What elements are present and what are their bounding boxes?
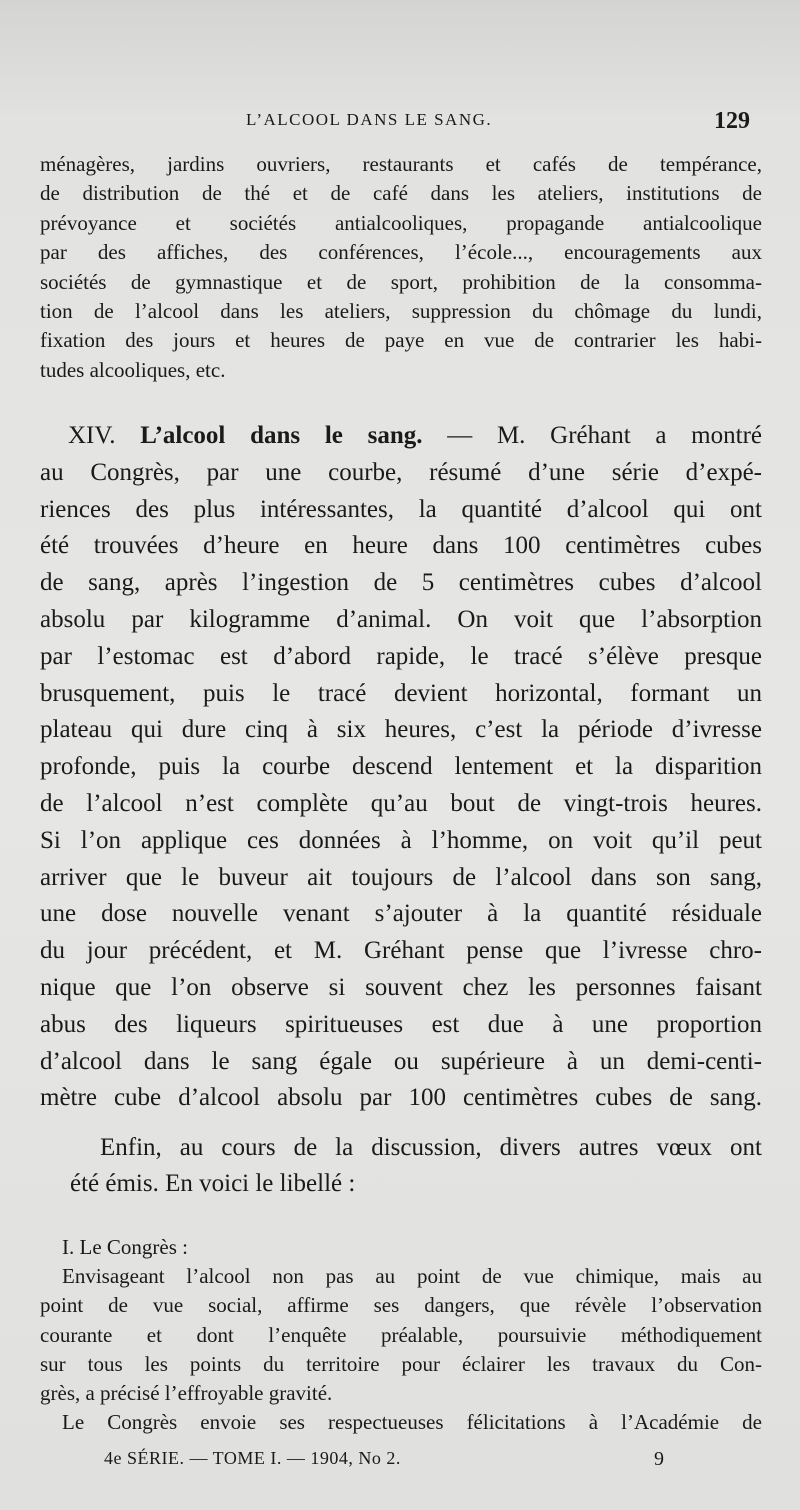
text-line: tudes alcooliques, etc.: [40, 357, 226, 382]
text-line: de l’alcool n’est complète qu’au bout de vingt-trois heures.: [40, 789, 762, 817]
text-line: par l’estomac est d’abord rapide, le tracé s’élève presque: [40, 642, 762, 670]
signature-mark: 9: [654, 1448, 664, 1470]
text-line: Envisageant l’alcool non pas au point de vue chimique, mais au: [62, 1264, 762, 1289]
paragraph-continuation: [40, 150, 762, 385]
quote-heading: I. Le Congrès :: [62, 1235, 188, 1259]
page-number: 129: [714, 108, 750, 134]
text-line: sociétés de gymnastique et de sport, prohibition de la consomma-: [40, 269, 762, 294]
text-line: Si l’on applique ces données à l’homme, on voit qu’il peut: [40, 826, 762, 854]
section-number: XIV.: [68, 422, 116, 449]
text-line: point de vue social, affirme ses dangers, que révèle l’observation: [40, 1293, 762, 1318]
text-line: tion de l’alcool dans les ateliers, suppression du chômage du lundi,: [40, 299, 762, 324]
text-line: fixation des jours et heures de paye en vue de contrarier les habi-: [40, 328, 762, 353]
text-line: sur tous les points du territoire pour éclairer les travaux du Con-: [40, 1351, 762, 1376]
text-line: par des affiches, des conférences, l’école..., encouragements aux: [40, 240, 762, 265]
text-line: prévoyance et sociétés antialcooliques, propagande antialcoolique: [40, 210, 762, 235]
paragraph-enfin: [40, 1130, 762, 1202]
section-xiv: [40, 418, 762, 1117]
page-header: [0, 108, 800, 140]
text-line: profonde, puis la courbe descend lentement et la disparition: [40, 753, 762, 781]
text-line: une dose nouvelle venant s’ajouter à la quantité résiduale: [40, 900, 762, 928]
resolution-quote: [40, 1233, 762, 1437]
text-line: d’alcool dans le sang égale ou supérieure à un demi-centi-: [40, 1047, 762, 1075]
text-line: arriver que le buveur ait toujours de l’alcool dans son sang,: [40, 863, 762, 891]
section-title: L’alcool dans le sang.: [140, 422, 423, 449]
text-line: absolu par kilogramme d’animal. On voit que l’absorption: [40, 605, 762, 633]
running-head: L’ALCOOL DANS LE SANG.: [246, 110, 493, 129]
text-line: été trouvées d’heure en heure dans 100 centimètres cubes: [40, 532, 762, 560]
section-first-line: [40, 418, 762, 455]
section-first-line-text: — M. Gréhant a montré: [447, 422, 762, 449]
text-line: riences des plus intéressantes, la quantité d’alcool qui ont: [40, 495, 762, 523]
text-line: au Congrès, par une courbe, résumé d’une série d’expé-: [40, 458, 762, 486]
text-line: brusquement, puis le tracé devient horizontal, formant un: [40, 679, 762, 707]
text-line: été émis. En voici le libellé :: [70, 1170, 356, 1197]
text-line: nique que l’on observe si souvent chez les personnes faisant: [40, 973, 762, 1001]
text-line: de distribution de thé et de café dans les ateliers, institutions de: [40, 181, 762, 206]
text-line: abus des liqueurs spiritueuses est due à une proportion: [40, 1010, 762, 1038]
text-line: de sang, après l’ingestion de 5 centimètres cubes d’alcool: [40, 569, 762, 597]
text-line: Le Congrès envoie ses respectueuses félicitations à l’Académie de: [62, 1410, 762, 1435]
text-line: Enfin, au cours de la discussion, divers autres vœux ont: [100, 1134, 762, 1161]
text-line: courante et dont l’enquête préalable, poursuivie méthodiquement: [40, 1322, 762, 1347]
text-line: plateau qui dure cinq à six heures, c’est la période d’ivresse: [40, 716, 762, 744]
footer-series: 4e SÉRIE. — TOME I. — 1904, No 2.: [104, 1448, 401, 1468]
text-line: grès, a précisé l’effroyable gravité.: [40, 1381, 333, 1406]
text-line: mètre cube d’alcool absolu par 100 centimètres cubes de sang.: [40, 1084, 762, 1112]
text-line: du jour précédent, et M. Gréhant pense que l’ivresse chro-: [40, 937, 762, 965]
page-footer: [104, 1448, 664, 1476]
text-line: ménagères, jardins ouvriers, restaurants et cafés de tempérance,: [40, 152, 762, 176]
